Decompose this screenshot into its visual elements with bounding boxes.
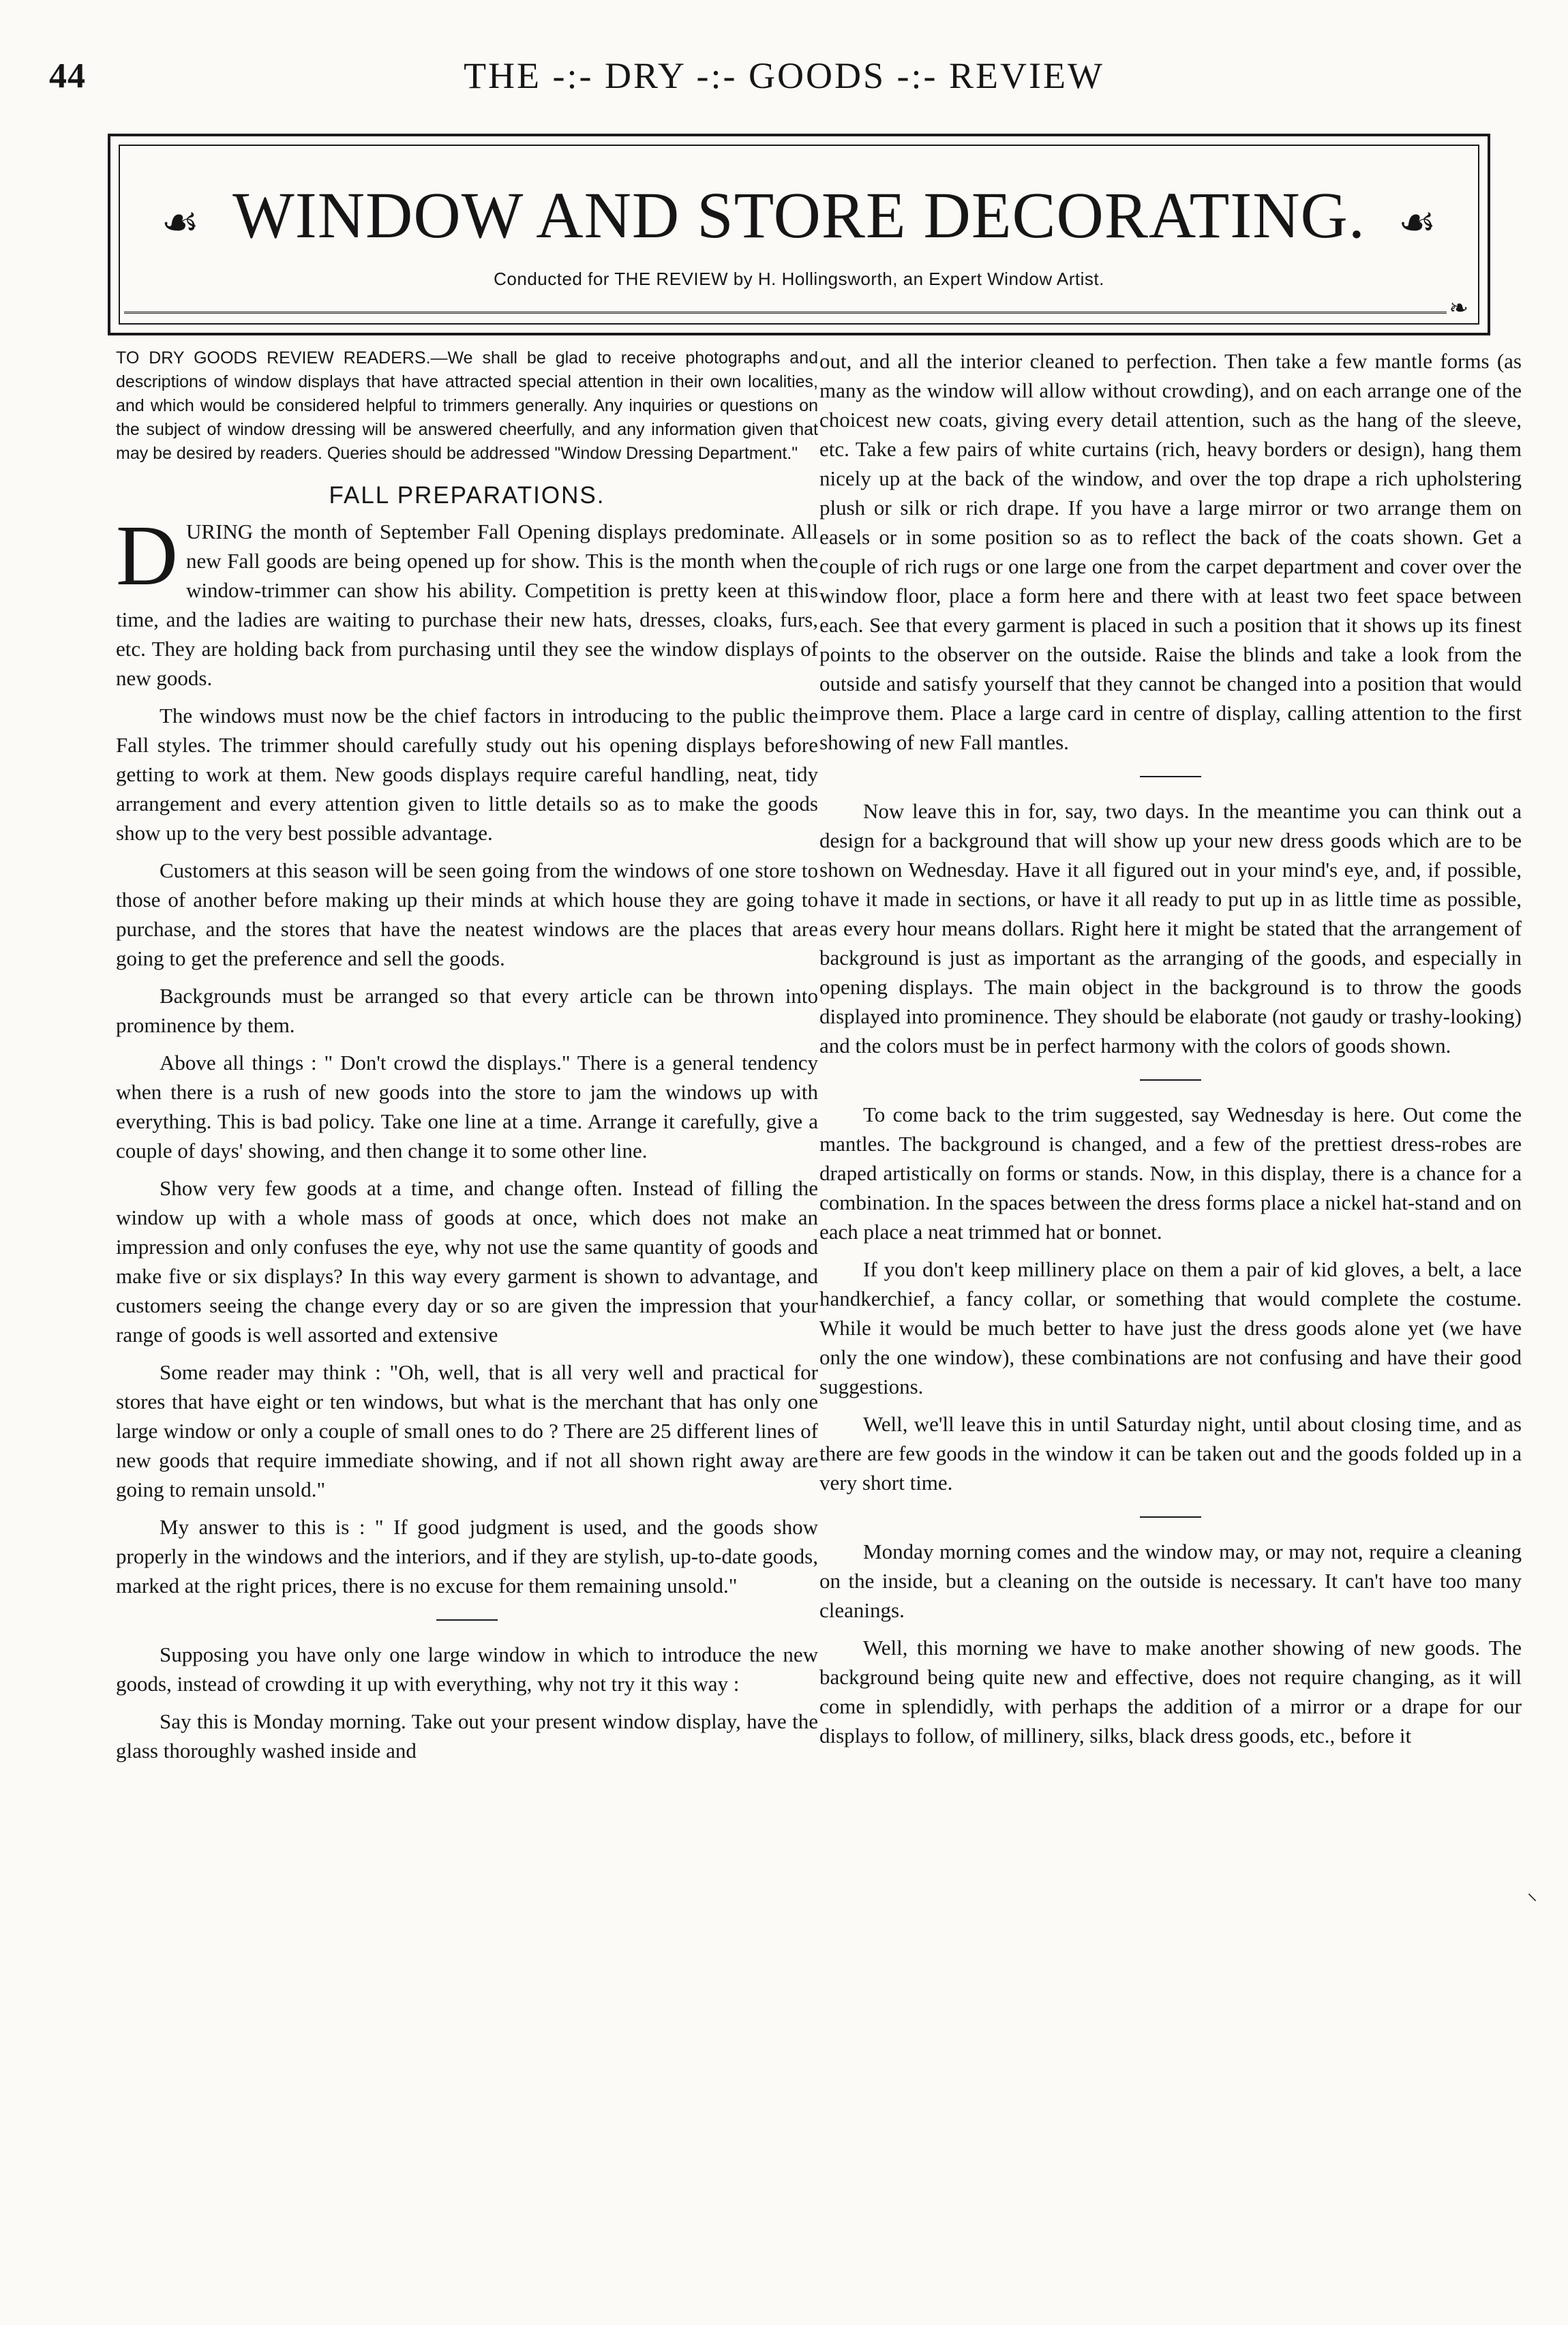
opening-paragraph-text: URING the month of September Fall Opening displays predominate. All new Fall goods are being opened up for show. This is the month when the window-trimmer can show his ability. Competition is pretty keen at this time, and the ladies are waiting to purchase their new hats, dresses, cloaks, furs, etc. They are holding back from purchasing until they see the window displays of new goods.	[116, 520, 818, 690]
paragraph: Customers at this season will be seen going from the windows of one store to those of another before making up their minds at which house they are going to purchase, and the stores that have the neatest windows are the places that are going to get the preference and sell the goods.	[116, 858, 818, 970]
paragraph: Show very few goods at a time, and change often. Instead of filling the window up with a whole mass of goods at once, which does not make an impression and only confuses the eye, why not use the same quantity of goods and make five or six displays? In this way every garment is shown to advantage, and customers seeing the change every day or so are given the impression that your range of goods is well assorted and extensive	[116, 1176, 818, 1347]
paragraph: Well, we'll leave this in until Saturday night, until about closing time, and as there are few goods in the window it can be taken out and the goods folded up in a very short time.	[819, 1412, 1522, 1495]
paragraph: My answer to this is : " If good judgment is used, and the goods show properly in the windows and the interiors, and if they are stylish, up-to-date goods, marked at the right prices, there is no excuse for them remaining unsold."	[116, 1515, 818, 1597]
paragraph: Say this is Monday morning. Take out your present window display, have the glass thoroughly washed inside and	[116, 1709, 818, 1762]
page-number: 44	[49, 57, 86, 95]
article-heading: FALL PREPARATIONS.	[329, 482, 605, 509]
paragraph: Above all things : " Don't crowd the displays." There is a general tendency when there is a rush of new goods into the store to jam the windows up with everything. This is bad policy. Take one line at a time. Arrange it carefully, give a couple of days' showing, and then change it to some other line.	[116, 1051, 818, 1162]
right-column	[819, 346, 1522, 1758]
left-ornament-icon: ☙	[161, 199, 200, 246]
left-column	[116, 346, 818, 1773]
drop-cap: D	[116, 509, 178, 603]
flourish-icon: ❧	[1449, 296, 1468, 321]
section-divider	[436, 1619, 498, 1621]
paragraph: Monday morning comes and the window may, or may not, require a cleaning on the inside, but a cleaning on the outside is necessary. It can't have too many cleanings.	[819, 1540, 1522, 1622]
paragraph: The windows must now be the chief factors in introducing to the public the Fall styles. The trimmer should carefully study out his opening displays before getting to work at them. New goods displays require careful handling, neat, tidy arrangement and every attention given to little details so as to make the goods show up to the very best possible advantage.	[116, 704, 818, 845]
paragraph: out, and all the interior cleaned to perfection. Then take a few mantle forms (as many as the window will allow without crowding), and on each arrange one of the choicest new coats, giving every detail attention, such as the hang of the sleeve, etc. Take a few pairs of white curtains (rich, heavy borders or design), hang them nicely up at the back of the window, and over the top drape a rich upholstering plush or silk or rich drape. If you have a large mirror or two arrange them on easels or in some position so as to reflect the back of the coats shown. Get a couple of rich rugs or one large one from the carpet department and cover over the window floor, place a form here and there with at least two feet space between each. See that every garment is placed in such a position that it shows up its finest points to the observer on the outside. Raise the blinds and take a look from the outside and satisfy yourself that they cannot be changed into a position that would improve them. Place a large card in centre of display, calling attention to the first showing of new Fall mantles.	[819, 349, 1522, 754]
section-divider	[1140, 1079, 1201, 1081]
paragraph: Now leave this in for, say, two days. In the meantime you can think out a design for a background that will show up your new dress goods which are to be shown on Wednesday. Have it all figured out in your mind's eye, and, if possible, have it made in sections, or have it all ready to put up in as little time as possible, as every hour means dollars. Right here it might be stated that the arrangement of background is just as important as the arranging of the goods, and especially in opening displays. The main object in the background is to throw the goods displayed into prominence. They should be elaborate (not gaudy or trashy-looking) and the colors must be in perfect harmony with the colors of goods shown.	[819, 799, 1522, 1058]
section-divider	[1140, 1516, 1201, 1518]
paragraph: Supposing you have only one large window in which to introduce the new goods, instead of crowding it up with everything, why not try it this way :	[116, 1642, 818, 1696]
paragraph: If you don't keep millinery place on them a pair of kid gloves, a belt, a lace handkerchief, a fancy collar, or something that would complete the costume. While it would be much better to have just the dress goods alone yet (we have only the one window), these combinations are not confusing and have their good suggestions.	[819, 1257, 1522, 1398]
section-divider	[1140, 776, 1201, 777]
paragraph: Backgrounds must be arranged so that every article can be thrown into prominence by them.	[116, 984, 818, 1037]
title-box-rule	[124, 312, 1447, 314]
readers-notice: TO DRY GOODS REVIEW READERS.—We shall be glad to receive photographs and descriptions of window displays that have attracted special attention in their own localities, and which would be considered helpful to trimmers generally. Any inquiries or questions on the subject of window dressing will be answered cheerfully, and any information given that may be desired by readers. Queries should be addressed "Window Dressing Department."	[116, 348, 818, 463]
margin-mark: ⸜	[1527, 1882, 1537, 1904]
paragraph: Some reader may think : "Oh, well, that is all very well and practical for stores that have eight or ten windows, but what is the merchant that has only one large window or only a couple of small ones to do ? There are 25 different lines of new goods that require immediate showing, and if not all shown right away are going to remain unsold."	[116, 1360, 818, 1501]
paragraph: To come back to the trim suggested, say Wednesday is here. Out come the mantles. The background is changed, and a few of the prettiest dress-robes are draped artistically on forms or stands. Now, in this display, there is a chance for a combination. In the spaces between the dress forms place a nickel hat-stand and on each place a neat trimmed hat or bonnet.	[819, 1102, 1522, 1244]
department-headline	[110, 177, 1488, 253]
running-head: THE -:- DRY -:- GOODS -:- REVIEW	[464, 55, 1104, 96]
opening-paragraph	[116, 509, 818, 693]
right-ornament-icon: ☙	[1398, 199, 1437, 246]
paragraph: Well, this morning we have to make another showing of new goods. The background being quite new and effective, does not require changing, as it will come in splendidly, with perhaps the addition of a mirror or a drape for our displays to follow, of millinery, silks, black dress goods, etc., before it	[819, 1636, 1522, 1747]
department-title-box	[108, 134, 1490, 335]
department-byline: Conducted for THE REVIEW by H. Hollingsworth, an Expert Window Artist.	[494, 269, 1104, 289]
department-title: WINDOW AND STORE DECORATING.	[232, 179, 1366, 252]
